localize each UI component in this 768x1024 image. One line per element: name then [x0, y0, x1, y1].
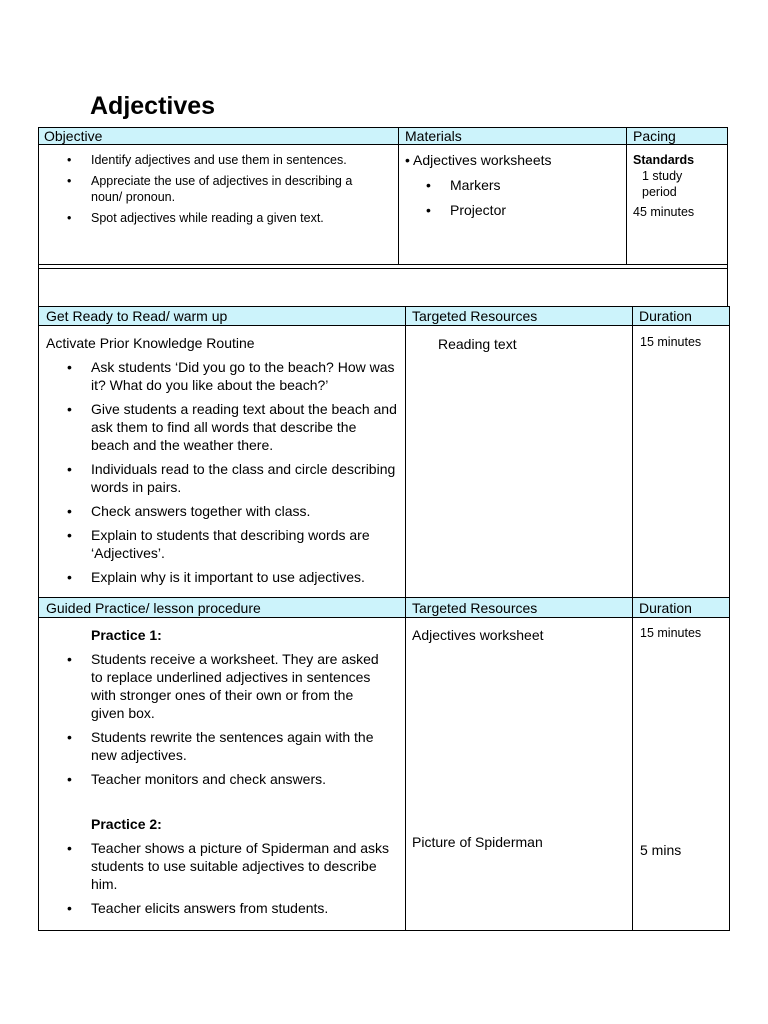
objective-header: Objective: [44, 128, 103, 144]
list-item: • Teacher monitors and check answers.: [39, 770, 399, 788]
duration-header: Duration: [639, 308, 692, 324]
resources-header: Targeted Resources: [412, 308, 538, 324]
practice2-label: Practice 2:: [91, 816, 162, 832]
practice1-list: [39, 650, 399, 788]
list-item: • Teacher elicits answers from students.: [39, 899, 397, 917]
practice2-list: [39, 839, 397, 917]
practice1-label: Practice 1:: [91, 627, 162, 643]
list-item: • Markers: [398, 176, 623, 194]
guided-practice-table: [38, 597, 730, 931]
list-item: • Spot adjectives while reading a given text.: [39, 210, 394, 226]
list-item: • Students receive a worksheet. They are asked to replace underlined adjectives in sentences with stronger ones of their own or from the given box.: [39, 650, 399, 722]
page-title: Adjectives: [90, 92, 216, 120]
list-item: • Appreciate the use of adjectives in describing a noun/ pronoun.: [39, 173, 394, 205]
list-item: • Teacher shows a picture of Spiderman and asks students to use suitable adjectives to describe him.: [39, 839, 397, 893]
list-item: • Give students a reading text about the beach and ask them to find all words that describe the beach and the weather there.: [39, 400, 397, 454]
routine-label: Activate Prior Knowledge Routine: [46, 335, 255, 351]
list-item: • Projector: [398, 201, 623, 219]
list-item: • Explain why is it important to use adjectives.: [39, 568, 397, 586]
guided-header: Guided Practice/ lesson procedure: [46, 600, 261, 616]
list-item: • Ask students ‘Did you go to the beach? How was it? What do you like about the beach?’: [39, 358, 397, 394]
materials-header: Materials: [405, 128, 462, 144]
pacing-study: 1 study: [642, 169, 683, 183]
practice2-resource: Picture of Spiderman: [412, 834, 543, 850]
list-item: • Identify adjectives and use them in sentences.: [39, 152, 394, 168]
pacing-standards: Standards: [633, 153, 695, 167]
list-item: • Explain to students that describing words are ‘Adjectives’.: [39, 526, 397, 562]
materials-first: • Adjectives worksheets: [405, 152, 552, 168]
warmup-table: [38, 306, 730, 598]
pacing-header: Pacing: [633, 128, 676, 144]
warmup-duration: 15 minutes: [640, 335, 702, 349]
warmup-resource: Reading text: [438, 336, 517, 352]
resources-header-2: Targeted Resources: [412, 600, 538, 616]
objective-table: [38, 127, 728, 265]
list-item: • Check answers together with class.: [39, 502, 397, 520]
pacing-minutes: 45 minutes: [633, 205, 695, 219]
warmup-list: [39, 358, 397, 586]
pacing-period: period: [642, 185, 677, 199]
practice2-duration: 5 mins: [640, 842, 682, 858]
separator-row: [38, 264, 728, 307]
practice1-resource: Adjectives worksheet: [412, 627, 544, 643]
materials-list: [398, 176, 623, 219]
duration-header-2: Duration: [639, 600, 692, 616]
list-item: • Students rewrite the sentences again with the new adjectives.: [39, 728, 399, 764]
list-item: • Individuals read to the class and circle describing words in pairs.: [39, 460, 397, 496]
practice1-duration: 15 minutes: [640, 626, 702, 640]
objective-list: [39, 152, 394, 226]
warmup-header: Get Ready to Read/ warm up: [46, 308, 228, 324]
